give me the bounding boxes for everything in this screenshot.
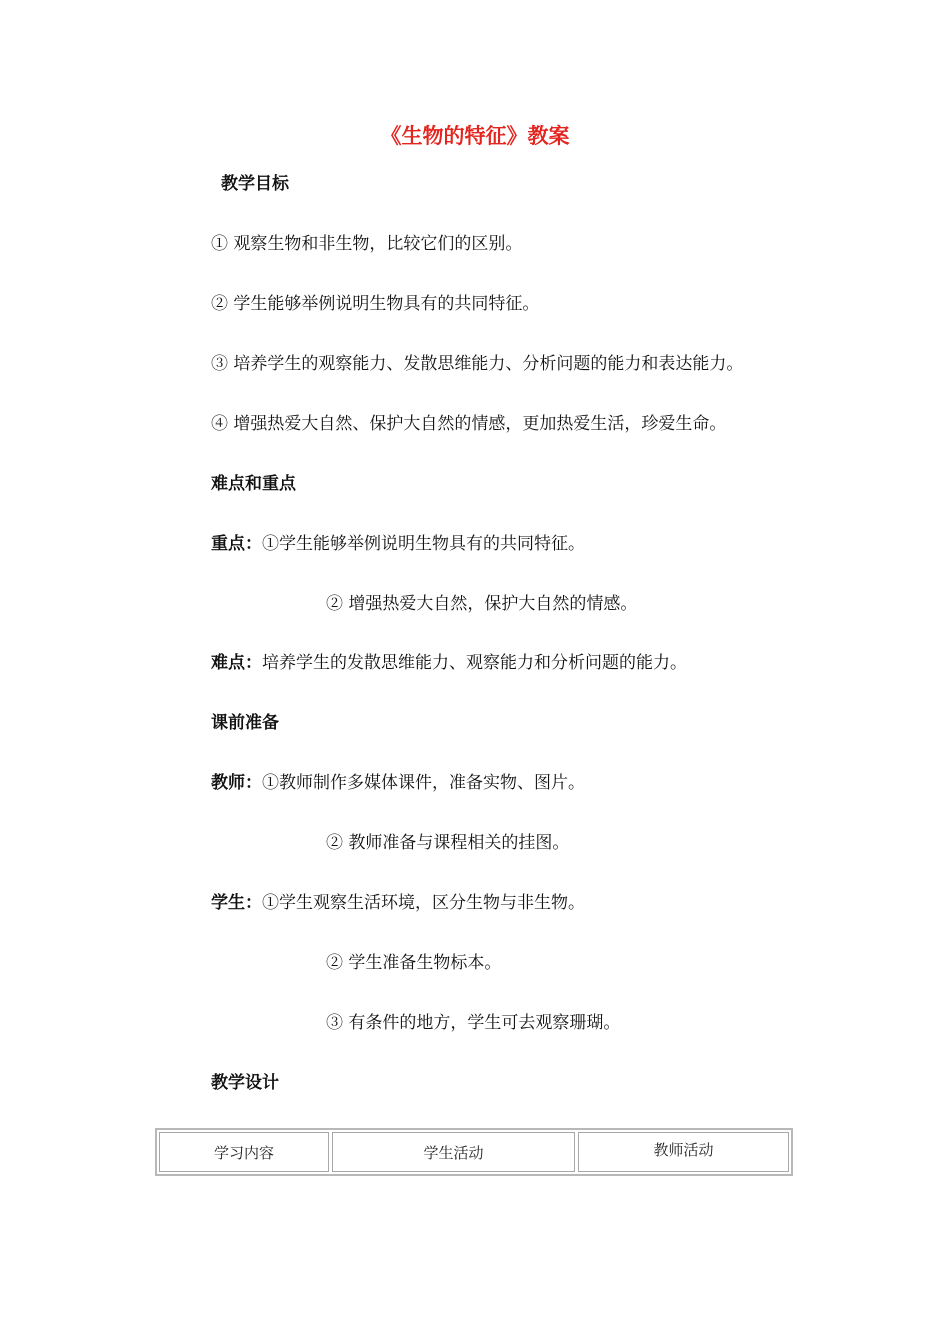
key-point-line <box>211 532 585 556</box>
goal-item-4: ④ 增强热爱大自然、保护大自然的情感，更加热爱生活，珍爱生命。 <box>211 414 727 434</box>
goal-item-2: ② 学生能够举例说明生物具有的共同特征。 <box>211 294 540 314</box>
key-item-1: ①学生能够举例说明生物具有的共同特征。 <box>262 534 585 554</box>
teacher-item-2: ② 教师准备与课程相关的挂图。 <box>326 833 570 853</box>
teacher-prep-line <box>211 771 585 795</box>
student-item-1: ①学生观察生活环境，区分生物与非生物。 <box>262 893 585 913</box>
key-label: 重点： <box>211 534 262 554</box>
difficult-text: 培养学生的发散思维能力、观察能力和分析问题的能力。 <box>262 653 687 673</box>
key-item-2: ② 增强热爱大自然，保护大自然的情感。 <box>326 594 638 614</box>
student-label: 学生： <box>211 893 262 913</box>
student-item-2: ② 学生准备生物标本。 <box>326 953 502 973</box>
goal-item-3: ③ 培养学生的观察能力、发散思维能力、分析问题的能力和表达能力。 <box>211 354 744 374</box>
difficult-label: 难点： <box>211 653 262 673</box>
heading-preparation: 课前准备 <box>211 713 279 733</box>
goal-item-1: ① 观察生物和非生物，比较它们的区别。 <box>211 234 523 254</box>
teacher-item-1: ①教师制作多媒体课件，准备实物、图片。 <box>262 773 585 793</box>
student-prep-line <box>211 891 585 915</box>
student-item-3: ③ 有条件的地方，学生可去观察珊瑚。 <box>326 1013 621 1033</box>
table-header-student: 学生活动 <box>332 1132 575 1172</box>
heading-teaching-design: 教学设计 <box>211 1073 279 1093</box>
heading-key-difficult: 难点和重点 <box>211 474 296 494</box>
table-header-content: 学习内容 <box>159 1132 329 1172</box>
heading-teaching-goals: 教学目标 <box>221 174 289 194</box>
table-header-teacher: 教师活动 <box>578 1132 789 1172</box>
teacher-label: 教师： <box>211 773 262 793</box>
difficult-point-line <box>211 651 687 675</box>
document-title: 《生物的特征》教案 <box>380 124 570 148</box>
design-table <box>155 1128 793 1176</box>
